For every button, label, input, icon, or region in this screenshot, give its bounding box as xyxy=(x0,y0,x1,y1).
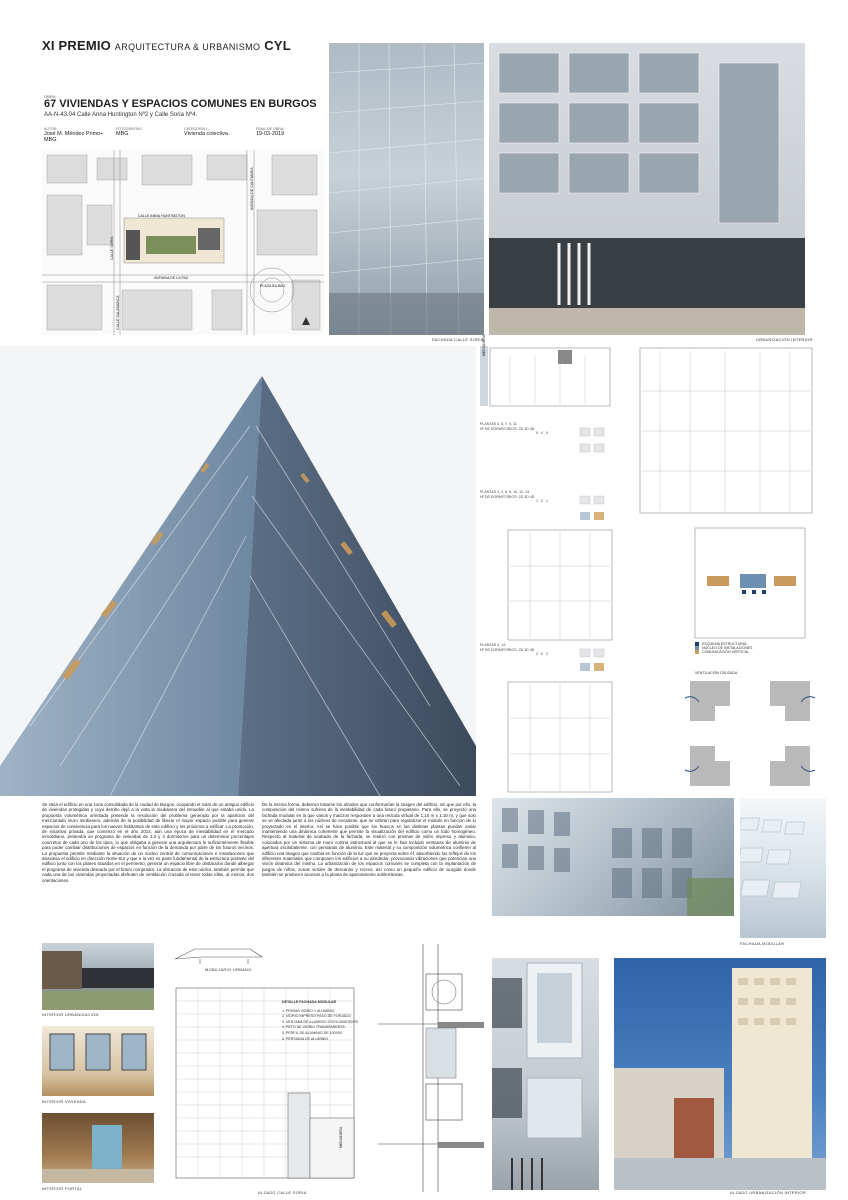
description-col-1: Se sitúa el edificio en una zona consolidada de la ciudad de Burgos, ocupando el solar de un antiguo edificio de viviendas protegidas y cuyo derribo dejó a la vista la medianera del inmueble al que estaba unido. La propuesta volumétrica orientada pretende la resolución del problema generado por la aparición del mencionado muro medianero, además de la posibilidad de liberar el mayor espacio posible para generar espacios de convivencia para los nuevos habitantes de este edificio y los próximos a edificar. La promoción, de iniciativa privada, que comenzó en el año 2014, aún una época de inestabilidad en el mercado inmobiliario, pretendía un programa de viviendas de 2,3 y 4 dormitorios para un determinar porcentajes concretos de cada uno de los tipos, lo que obligaba a generar una arquitectura lo suficientemente flexible para poder cambiar distribuciones de espacios en función de la demanda por parte de los futuros vecinos. La propuesta permite mediante la situación de un núcleo central de comunicaciones e instalaciones que atraviesa el edificio en dirección Norte-Sur y que a la vez es parte fundamental de la estructura portante del edificio junto con los pilares situados en el perímetro, generar un espacio libre de obstáculos donde albergar el programa de vivienda deseado por el futuro comprador. La ubicación de este núcleo, también permite que cada una de las viviendas proyectadas disfruten de ventilación cruzada al tener todas ellas, al menos, dos orientaciones. xyxy=(42,802,254,883)
detail-item: 6. PERSIANA DE ALUMINIO xyxy=(282,1036,329,1041)
detail-item: 5. PERFIL DE ALUMINIO DE 100X50 xyxy=(282,1030,342,1035)
detail-item: 1. PRISMA VIDRIO Y ALUMINIO xyxy=(282,1008,335,1013)
meta-photos: FOTOGRAFÍAS: MBG xyxy=(116,127,143,137)
street-label-paz: AVENIDA DE LA PAZ xyxy=(154,276,189,280)
caption-urbanization-interior: URBANIZACIÓN INTERIOR xyxy=(756,337,813,342)
obra-label: OBRA: xyxy=(44,94,57,99)
detail-list xyxy=(282,1000,359,1042)
meta-category: CATEGORÍA 1: Vivienda colectiva xyxy=(184,127,228,137)
project-title: 67 VIVIENDAS Y ESPACIOS COMUNES EN BURGOS xyxy=(44,98,317,110)
facade-section-detail xyxy=(378,944,484,1192)
street-label-soria: CALLE SORIA xyxy=(110,236,114,260)
photo-interior-dwelling xyxy=(42,1026,154,1096)
medianera-label-elevation: MEDIANERA xyxy=(339,1126,343,1148)
legend-item-installations: NÚCLEO DE INSTALACIONES xyxy=(695,646,752,650)
photo-urbanization-interior xyxy=(489,43,805,335)
photo-interior-lobby xyxy=(42,1113,154,1183)
street-label-cantabria: AVENIDA DE CANTABRIA xyxy=(250,167,254,210)
photo-modular-facade-b xyxy=(740,798,826,938)
street-label-salamanca: CALLE SALAMANCA xyxy=(116,295,120,330)
caption-modular-facade: FACHADA MODULAR xyxy=(740,941,785,946)
description-col-2: De la misma forma, debieron tratarse los alzados que conformarían la imagen del edificio, sin que por ello, la composición del mismo sufriera de la inestabilidad de cada futuro propietario. Para ello, se proyectó una fachada modular en la que vanos y macizos responden a una retícula virtual de 1,10 m x 1,10 m, y que solo se ve afectada junto a los núcleos de escaleras, que se utilizan para regularizar el módulo en función de lo proyectado en el interior. Así se hace posible que los huecos en las distintas plantas puedan variar manteniendo una dinámica coherente que permite la visualización del edificio como un todo homogéneo. Respecto al material de acabado de la fachada, se realizó con prismas de vidrio impreso y aluminio, colocados por un sistema de muro cortina estructural al que se le han incluido ventanas de aluminio de apertura oscilobatiente, con persianas de aluminio. Este material y su composición volumétrica confieren al edificio una imagen que cambia en función de la luz que se proyecta sobre él, absorbiendo los reflejos de los diferentes materiales que componen los edificios a su alrededor, provocando vibraciones que potencian una visión dinámica del mismo. La urbanización de los espacios comunes se completa con la implantación de juegos de niños, zonas verdes de descanso y recreo, así como un pequeño edificio de acogida donde también se producen accesos a la planta de aparcamiento subterráneas. xyxy=(262,802,476,878)
detail-item: 3. VENTANA DE ALUMINIO OSCILOBATIENTE xyxy=(282,1019,359,1024)
detail-item: 4. PETO DE VIDRIO TRANSPARENTE xyxy=(282,1025,345,1030)
photo-building-corner xyxy=(0,346,476,796)
photo-facade-closeup xyxy=(492,958,599,1190)
photo-building-overall xyxy=(614,958,826,1190)
cross-ventilation-label: VENTILACIÓN CRUZADA xyxy=(695,671,738,675)
photo-interior-urbanization xyxy=(42,943,154,1010)
plan-2-label: PLANTAS 1, 2, 6, 8, 10, 12, 13 Nº DE DORMITORIOS: 2D 3D 4D 1 2 1 xyxy=(480,490,548,504)
legend-swatch-vertical xyxy=(695,650,699,654)
meta-end-date: FINAL DE OBRA: 19-03-2019 xyxy=(256,127,285,137)
project-meta xyxy=(44,127,324,147)
caption-elevation-soria: ALZADO CALLE SORIA xyxy=(258,1190,307,1195)
award-title: XI PREMIO ARQUITECTURA & URBANISMO CYL xyxy=(42,38,291,53)
plan-1-label: PLANTAS 3, 5, 7, 9, 11 Nº DE DORMITORIOS: 2D 3D 4D 0 4 0 xyxy=(480,422,548,436)
caption-facade-soria: FACHADA CALLE SORIA xyxy=(432,337,484,342)
caption-interior-dwelling: INTERIOR VIVIENDA xyxy=(42,1099,86,1104)
legend-item-vertical: COMUNICACIÓN VERTICAL xyxy=(695,650,752,654)
plan-3-label: PLANTAS 4, 14 Nº DE DORMITORIOS: 2D 3D 4D 2 0 2 xyxy=(480,643,548,657)
structure-legend xyxy=(695,642,752,654)
meta-author: AUTOR: José M. Méndez Primo+ MBG xyxy=(44,127,104,143)
legend-item-structure: ESQUEMA ESTRUCTURAL xyxy=(695,642,752,646)
caption-elevation-urbanization: ALZADO URBANIZACIÓN INTERIOR xyxy=(730,1190,806,1195)
street-label-huntington: CALLE ANNA HUNTINGTON xyxy=(138,214,185,218)
photo-facade-soria xyxy=(329,43,484,335)
caption-interior-urbanization: INTERIOR URBANIZACIÓN xyxy=(42,1012,99,1017)
caption-urban-furniture: MOBILIARIO URBANO xyxy=(205,967,252,972)
street-label-bilbao: PLAZA BILBAO xyxy=(260,284,286,288)
site-map xyxy=(42,150,324,335)
photo-modular-facade-a xyxy=(492,798,734,916)
detail-title: DETALLE FACHADA MODULAR xyxy=(282,1000,337,1004)
detail-item: 2. VIDRIO IMPRESO PASO DE FORJADO xyxy=(282,1014,351,1019)
project-address: AA-N-43.04 Calle Anna Huntington Nº2 y Calle Soria Nº4. xyxy=(44,112,198,118)
medianera-label-plan: MEDIANERA xyxy=(482,334,486,356)
caption-interior-lobby: INTERIOR PORTAL xyxy=(42,1186,83,1191)
